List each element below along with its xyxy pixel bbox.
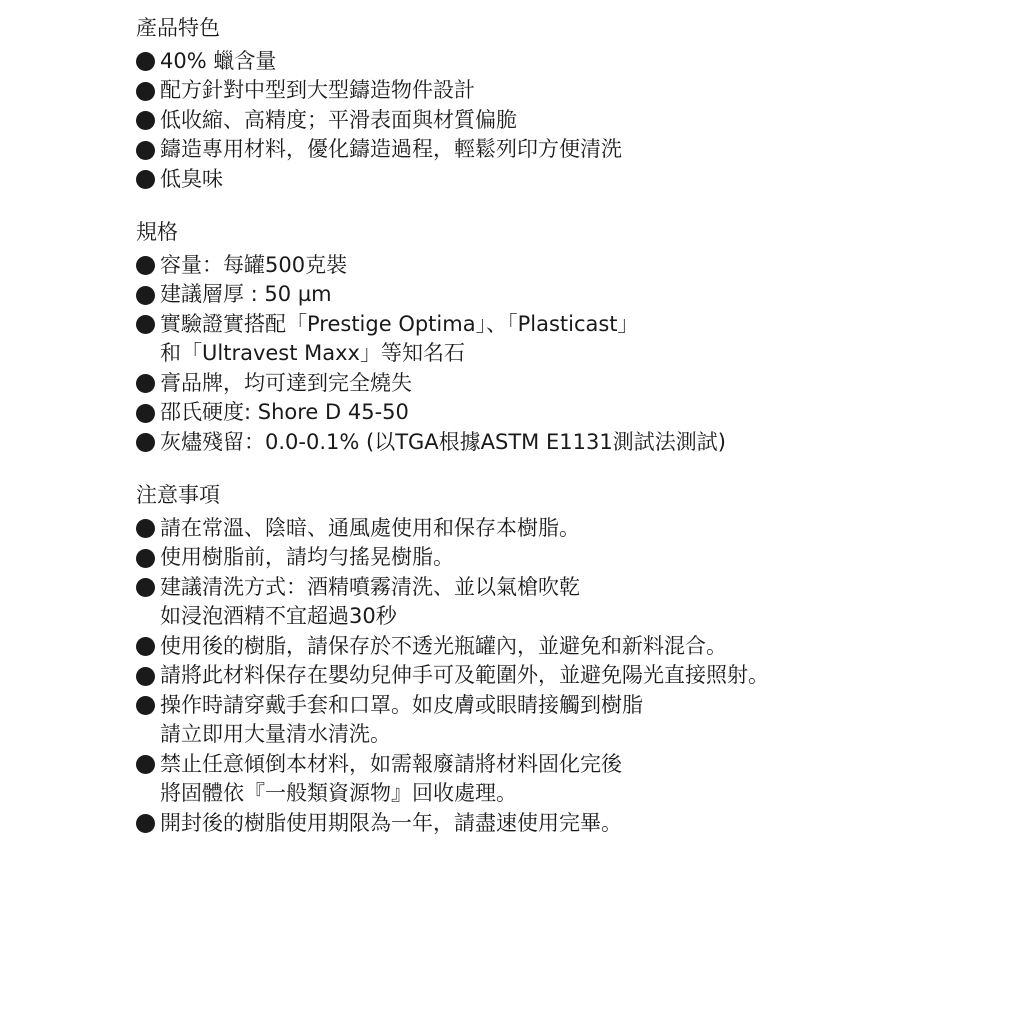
bullet-icon bbox=[136, 433, 155, 452]
list-item bbox=[136, 573, 986, 632]
list-item bbox=[136, 106, 986, 136]
item-text: 配方針對中型到大型鑄造物件設計 bbox=[160, 78, 475, 102]
list-item bbox=[136, 632, 986, 662]
bullet-icon bbox=[136, 315, 155, 334]
list-item bbox=[136, 543, 986, 573]
list-item bbox=[136, 135, 986, 165]
section-specifications bbox=[136, 218, 986, 457]
features-list bbox=[136, 47, 986, 195]
precautions-list bbox=[136, 514, 986, 839]
bullet-icon bbox=[136, 170, 155, 189]
item-text: 低收縮、高精度；平滑表面與材質偏脆 bbox=[160, 107, 517, 132]
bullet-icon bbox=[136, 404, 155, 423]
section-title-features: 產品特色 bbox=[136, 16, 220, 40]
bullet-icon bbox=[136, 141, 155, 160]
list-item bbox=[136, 428, 986, 458]
list-item bbox=[136, 165, 986, 195]
section-title-specifications: 規格 bbox=[136, 220, 178, 244]
item-text: 容量：每罐500克裝 bbox=[160, 252, 348, 277]
section-title-precautions: 注意事項 bbox=[136, 483, 220, 507]
list-item bbox=[136, 691, 986, 750]
item-text: 低臭味 bbox=[160, 166, 223, 191]
list-item bbox=[136, 750, 986, 809]
list-item bbox=[136, 398, 986, 428]
item-text-continued: 和「Ultravest Maxx」等知名石 bbox=[160, 341, 465, 365]
bullet-icon bbox=[136, 696, 155, 715]
item-text: 開封後的樹脂使用期限為一年，請盡速使用完畢。 bbox=[160, 810, 622, 835]
bullet-icon bbox=[136, 578, 155, 597]
item-text: 邵氏硬度: Shore D 45-50 bbox=[160, 400, 409, 424]
item-text: 鑄造專用材料，優化鑄造過程，輕鬆列印方便清洗 bbox=[160, 137, 622, 161]
list-item bbox=[136, 809, 986, 839]
bullet-icon bbox=[136, 637, 155, 656]
item-text: 40% 蠟含量 bbox=[160, 48, 277, 73]
item-text: 實驗證實搭配「Prestige Optima」、「Plasticast」 bbox=[160, 311, 639, 336]
bullet-icon bbox=[136, 286, 155, 305]
bullet-icon bbox=[136, 814, 155, 833]
specifications-list bbox=[136, 251, 986, 458]
section-precautions bbox=[136, 481, 986, 838]
bullet-icon bbox=[136, 52, 155, 71]
item-text: 禁止任意傾倒本材料，如需報廢請將材料固化完後 bbox=[160, 751, 622, 776]
item-text: 請將此材料保存在嬰幼兒伸手可及範圍外，並避免陽光直接照射。 bbox=[160, 663, 769, 687]
bullet-icon bbox=[136, 374, 155, 393]
bullet-icon bbox=[136, 549, 155, 568]
list-item bbox=[136, 514, 986, 544]
list-item bbox=[136, 369, 986, 399]
bullet-icon bbox=[136, 667, 155, 686]
list-item bbox=[136, 47, 986, 77]
item-text: 灰燼殘留：0.0-0.1% (以TGA根據ASTM E1131測試法測試) bbox=[160, 429, 726, 454]
item-text: 使用樹脂前，請均勻搖晃樹脂。 bbox=[160, 545, 454, 569]
document bbox=[136, 14, 986, 838]
item-text: 膏品牌，均可達到完全燒失 bbox=[160, 370, 412, 395]
item-text: 請在常溫、陰暗、通風處使用和保存本樹脂。 bbox=[160, 515, 580, 540]
bullet-icon bbox=[136, 519, 155, 538]
list-item bbox=[136, 310, 986, 369]
item-text: 建議層厚 : 50 µm bbox=[160, 282, 332, 306]
list-item bbox=[136, 251, 986, 281]
item-text: 建議清洗方式：酒精噴霧清洗、並以氣槍吹乾 bbox=[160, 574, 580, 599]
bullet-icon bbox=[136, 755, 155, 774]
item-text: 操作時請穿戴手套和口罩。如皮膚或眼睛接觸到樹脂 bbox=[160, 692, 643, 717]
list-item bbox=[136, 280, 986, 310]
list-item bbox=[136, 661, 986, 691]
bullet-icon bbox=[136, 256, 155, 275]
item-text: 使用後的樹脂，請保存於不透光瓶罐內，並避免和新料混合。 bbox=[160, 633, 727, 658]
item-text-continued: 將固體依『一般類資源物』回收處理。 bbox=[160, 781, 517, 805]
bullet-icon bbox=[136, 111, 155, 130]
section-features bbox=[136, 14, 986, 194]
list-item bbox=[136, 76, 986, 106]
item-text-continued: 請立即用大量清水清洗。 bbox=[160, 722, 391, 746]
item-text-continued: 如浸泡酒精不宜超過30秒 bbox=[160, 604, 397, 628]
bullet-icon bbox=[136, 82, 155, 101]
